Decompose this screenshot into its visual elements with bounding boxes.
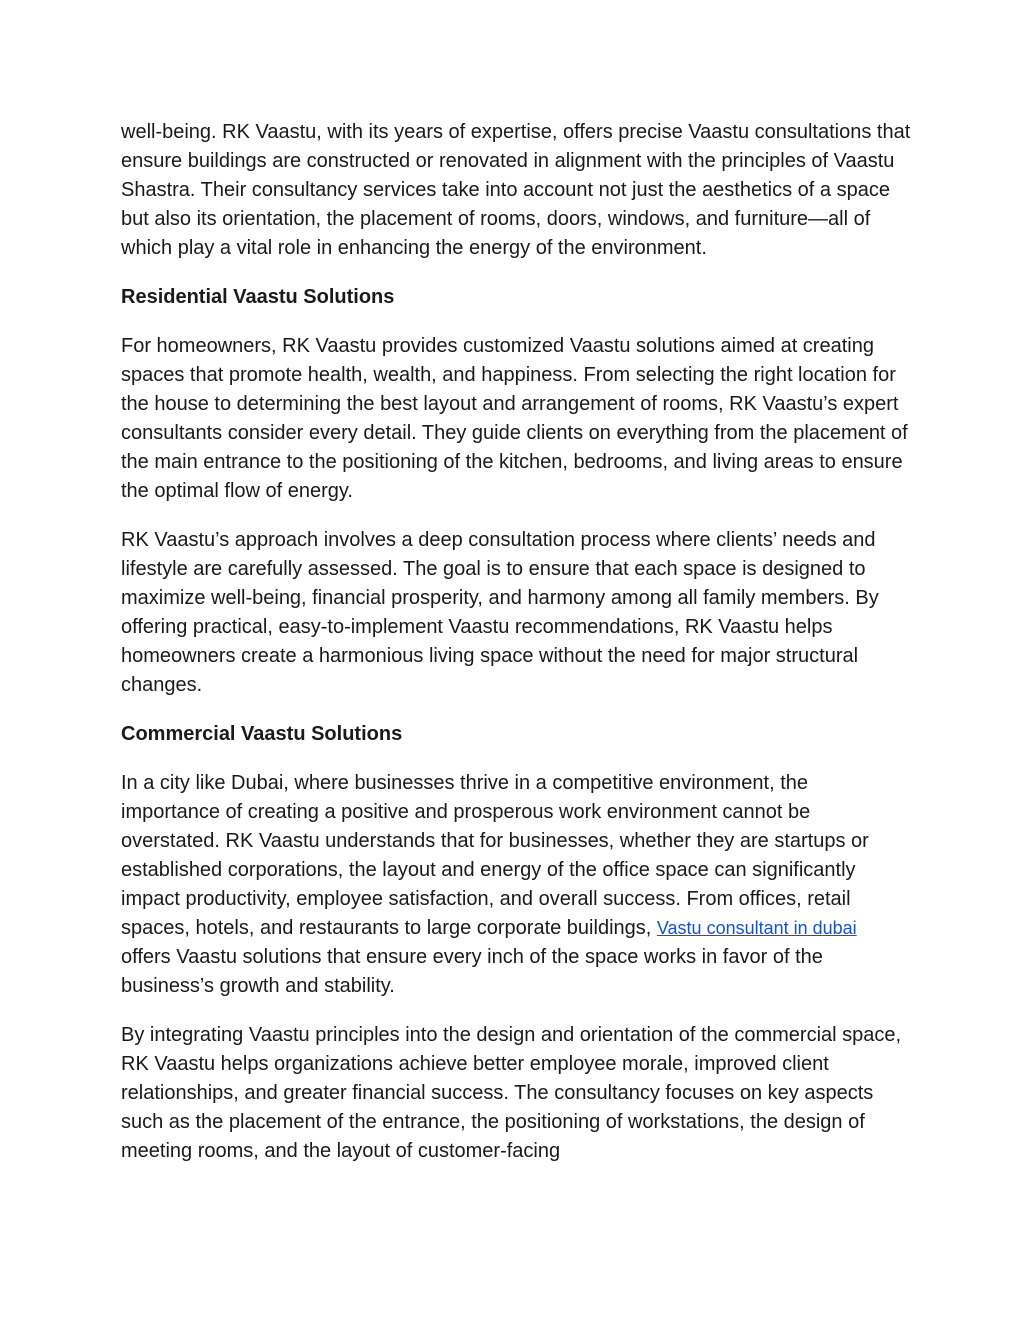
document-page	[121, 118, 911, 1186]
commercial-text-before-link: In a city like Dubai, where businesses thrive in a competitive environment, the importance of creating a positive and prosperous work environment cannot be overstated. RK Vaastu understands that for businesses, whether they are startups or established corporations, the layout and energy of the office space can significantly impact productivity, employee satisfaction, and overall success. From offices, retail spaces, hotels, and restaurants to large corporate buildings,	[121, 772, 869, 939]
residential-heading: Residential Vaastu Solutions	[121, 286, 395, 308]
residential-paragraph-1: For homeowners, RK Vaastu provides customized Vaastu solutions aimed at creating spaces that promote health, wealth, and happiness. From selecting the right location for the house to determining the best layout and arrangement of rooms, RK Vaastu’s expert consultants consider every detail. They guide clients on everything from the placement of the main entrance to the positioning of the kitchen, bedrooms, and living areas to ensure the optimal flow of energy.	[121, 335, 908, 502]
commercial-paragraph-2: By integrating Vaastu principles into the design and orientation of the commercial space, RK Vaastu helps organizations achieve better employee morale, improved client relationships, and greater financial success. The consultancy focuses on key aspects such as the placement of the entrance, the positioning of workstations, the design of meeting rooms, and the layout of customer-facing	[121, 1024, 902, 1162]
commercial-text-after-link: offers Vaastu solutions that ensure every inch of the space works in favor of the business’s growth and stability.	[121, 946, 823, 997]
intro-paragraph: well-being. RK Vaastu, with its years of expertise, offers precise Vaastu consultations that ensure buildings are constructed or renovated in alignment with the principles of Vaastu Shastra. Their consultancy services take into account not just the aesthetics of a space but also its orientation, the placement of rooms, doors, windows, and furniture—all of which play a vital role in enhancing the energy of the environment.	[121, 121, 911, 259]
residential-paragraph-2: RK Vaastu’s approach involves a deep consultation process where clients’ needs and lifestyle are carefully assessed. The goal is to ensure that each space is designed to maximize well-being, financial prosperity, and harmony among all family members. By offering practical, easy-to-implement Vaastu recommendations, RK Vaastu helps homeowners create a harmonious living space without the need for major structural changes.	[121, 529, 879, 696]
commercial-heading: Commercial Vaastu Solutions	[121, 723, 403, 745]
commercial-paragraph-1	[121, 769, 911, 1001]
vastu-consultant-link[interactable]: Vastu consultant in dubai	[656, 918, 857, 938]
